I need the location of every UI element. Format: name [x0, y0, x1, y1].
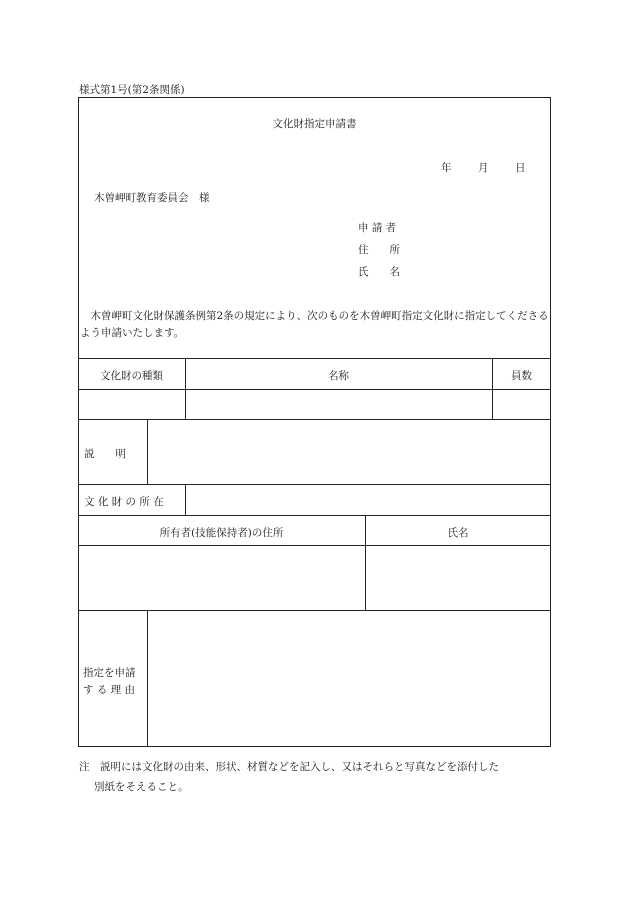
reason-divider	[147, 610, 148, 747]
description-row-rule	[78, 484, 551, 485]
count-header: 員数	[511, 370, 532, 382]
reason-label-line1: 指定を申請	[83, 667, 136, 679]
description-divider	[147, 419, 148, 484]
form-title: 文化財指定申請書	[272, 118, 357, 130]
location-label: 文 化 財 の 所 在	[84, 496, 164, 508]
footnote-line2: 別紙をそえること。	[94, 781, 189, 793]
description-label: 説 明	[84, 448, 126, 460]
table-top-rule	[78, 358, 551, 359]
date-day: 日	[515, 162, 526, 174]
applicant-name-label: 氏 名	[358, 266, 400, 278]
addressee: 木曽岬町教育委員会 様	[94, 192, 210, 204]
applicant-heading: 申 請 者	[358, 222, 397, 234]
owner-row-rule	[78, 610, 551, 611]
type-row-rule	[78, 419, 551, 420]
footnote-line1: 注 説明には文化財の由来、形状、材質などを記入し、又はそれらと写真などを添付した	[79, 761, 499, 773]
date-month: 月	[478, 162, 489, 174]
location-row-rule	[78, 515, 551, 516]
owner-header-rule	[78, 545, 551, 546]
reason-label-line2: す る 理 由	[83, 684, 136, 696]
owner-name-header: 氏名	[447, 527, 469, 539]
name-header: 名称	[328, 370, 349, 382]
type-header: 文化財の種類	[100, 370, 163, 382]
footnote	[79, 757, 559, 797]
location-divider	[185, 484, 186, 515]
request-statement: 木曽岬町文化財保護条例第2条の規定により、次のものを木曽岬町指定文化財に指定してくださるよう申請いたします。	[80, 310, 549, 339]
form-number: 様式第1号(第2条関係)	[79, 84, 185, 96]
applicant-address-label: 住 所	[358, 244, 400, 256]
header-row-rule	[78, 389, 551, 390]
date-year: 年	[441, 162, 452, 174]
owner-address-header: 所有者(技能保持者)の住所	[159, 527, 284, 539]
